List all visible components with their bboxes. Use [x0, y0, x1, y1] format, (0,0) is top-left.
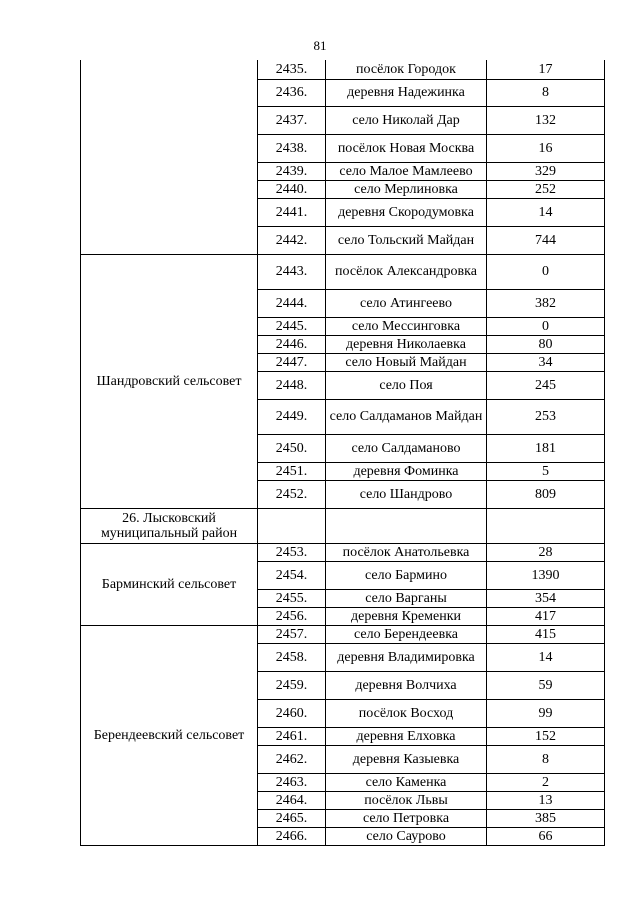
population: 8	[487, 745, 605, 773]
settlement-name: посёлок Городок	[326, 60, 487, 79]
empty-cell	[326, 508, 487, 543]
population: 80	[487, 335, 605, 353]
row-number: 2448.	[258, 371, 326, 399]
settlement-name: посёлок Александровка	[326, 254, 487, 289]
row-number: 2438.	[258, 134, 326, 162]
settlement-name: деревня Волчиха	[326, 671, 487, 699]
settlement-name: село Саурово	[326, 827, 487, 845]
settlement-name: село Петровка	[326, 809, 487, 827]
population: 59	[487, 671, 605, 699]
population: 34	[487, 353, 605, 371]
empty-cell	[258, 508, 326, 543]
row-number: 2460.	[258, 699, 326, 727]
population: 809	[487, 480, 605, 508]
row-number: 2466.	[258, 827, 326, 845]
population: 66	[487, 827, 605, 845]
row-number: 2464.	[258, 791, 326, 809]
selsovet-name: Барминский сельсовет	[81, 543, 258, 625]
district-header-row	[81, 508, 605, 543]
table-row	[81, 625, 605, 643]
settlement-name: деревня Фоминка	[326, 462, 487, 480]
row-number: 2435.	[258, 60, 326, 79]
row-number: 2449.	[258, 399, 326, 434]
row-number: 2462.	[258, 745, 326, 773]
population: 252	[487, 180, 605, 198]
settlement-name: деревня Надежинка	[326, 79, 487, 106]
population: 17	[487, 60, 605, 79]
population: 417	[487, 607, 605, 625]
settlement-name: село Тольский Майдан	[326, 226, 487, 254]
settlement-name: деревня Кременки	[326, 607, 487, 625]
population: 385	[487, 809, 605, 827]
settlements-table	[80, 60, 605, 846]
settlement-name: деревня Елховка	[326, 727, 487, 745]
row-number: 2440.	[258, 180, 326, 198]
population: 28	[487, 543, 605, 561]
row-number: 2437.	[258, 106, 326, 134]
settlement-name: село Бармино	[326, 561, 487, 589]
population: 0	[487, 254, 605, 289]
population: 329	[487, 162, 605, 180]
row-number: 2447.	[258, 353, 326, 371]
row-number: 2442.	[258, 226, 326, 254]
selsovet-cell-continued	[81, 60, 258, 254]
population: 14	[487, 198, 605, 226]
population: 99	[487, 699, 605, 727]
population: 181	[487, 434, 605, 462]
row-number: 2461.	[258, 727, 326, 745]
table-row	[81, 543, 605, 561]
row-number: 2451.	[258, 462, 326, 480]
row-number: 2439.	[258, 162, 326, 180]
row-number: 2452.	[258, 480, 326, 508]
settlement-name: село Берендеевка	[326, 625, 487, 643]
settlement-name: село Варганы	[326, 589, 487, 607]
population: 2	[487, 773, 605, 791]
population: 1390	[487, 561, 605, 589]
settlement-name: село Салдаманово	[326, 434, 487, 462]
row-number: 2443.	[258, 254, 326, 289]
row-number: 2458.	[258, 643, 326, 671]
population: 354	[487, 589, 605, 607]
row-number: 2459.	[258, 671, 326, 699]
row-number: 2454.	[258, 561, 326, 589]
population: 8	[487, 79, 605, 106]
table-row	[81, 60, 605, 79]
row-number: 2456.	[258, 607, 326, 625]
selsovet-name: Берендеевский сельсовет	[81, 625, 258, 845]
row-number: 2455.	[258, 589, 326, 607]
population: 132	[487, 106, 605, 134]
settlement-name: посёлок Львы	[326, 791, 487, 809]
population: 744	[487, 226, 605, 254]
row-number: 2463.	[258, 773, 326, 791]
settlement-name: посёлок Восход	[326, 699, 487, 727]
row-number: 2457.	[258, 625, 326, 643]
row-number: 2444.	[258, 289, 326, 317]
row-number: 2445.	[258, 317, 326, 335]
settlement-name: село Николай Дар	[326, 106, 487, 134]
population: 245	[487, 371, 605, 399]
row-number: 2450.	[258, 434, 326, 462]
row-number: 2465.	[258, 809, 326, 827]
settlement-name: деревня Николаевка	[326, 335, 487, 353]
population: 14	[487, 643, 605, 671]
settlement-name: село Мессинговка	[326, 317, 487, 335]
page-number: 81	[313, 38, 327, 53]
settlement-name: деревня Скородумовка	[326, 198, 487, 226]
settlement-name: село Шандрово	[326, 480, 487, 508]
population: 0	[487, 317, 605, 335]
settlement-name: село Новый Майдан	[326, 353, 487, 371]
settlement-name: деревня Казыевка	[326, 745, 487, 773]
row-number: 2453.	[258, 543, 326, 561]
settlement-name: село Каменка	[326, 773, 487, 791]
district-header: 26. Лысковский муниципальный район	[81, 508, 258, 543]
settlement-name: село Малое Мамлеево	[326, 162, 487, 180]
selsovet-name: Шандровский сельсовет	[81, 254, 258, 508]
table-row	[81, 254, 605, 289]
settlement-name: посёлок Новая Москва	[326, 134, 487, 162]
population: 16	[487, 134, 605, 162]
population: 382	[487, 289, 605, 317]
row-number: 2436.	[258, 79, 326, 106]
settlement-name: село Поя	[326, 371, 487, 399]
row-number: 2441.	[258, 198, 326, 226]
population: 152	[487, 727, 605, 745]
settlement-name: посёлок Анатольевка	[326, 543, 487, 561]
population: 253	[487, 399, 605, 434]
settlement-name: село Атингеево	[326, 289, 487, 317]
settlement-name: село Мерлиновка	[326, 180, 487, 198]
settlement-name: деревня Владимировка	[326, 643, 487, 671]
row-number: 2446.	[258, 335, 326, 353]
empty-cell	[487, 508, 605, 543]
population: 415	[487, 625, 605, 643]
population: 5	[487, 462, 605, 480]
population: 13	[487, 791, 605, 809]
settlement-name: село Салдаманов Майдан	[326, 399, 487, 434]
